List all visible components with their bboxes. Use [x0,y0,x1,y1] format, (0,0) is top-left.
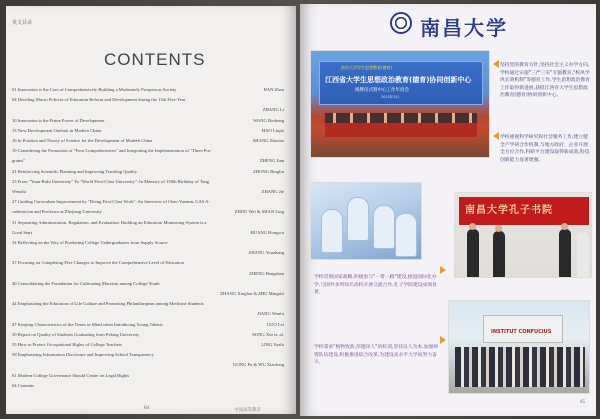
person [559,229,571,277]
toc-entry [12,86,290,93]
toc-entry-title: 47 Keeping Characteristics of the Times in Mind when Introducing Young Talents [12,321,163,327]
photo-lab-workers [310,182,422,260]
toc-entry-author: SONG Xin et. al. [252,331,284,337]
toc-entry [12,188,290,195]
toc-entry-title: cademician and Professor at Zhejiang University [12,209,102,215]
toc-entry-title: 19 Considering the Promotion of "Four Comprehensives" and Integrating the Implementation of "Three Pro- [12,148,212,154]
banner-date: 2015年3月 [381,95,400,99]
toc-entry-title: 37 Focusing on Completing Five Changes to Improve the Comprehensive Level of Education [12,260,184,266]
text-block-1: 坚持党的教育方针,坚持社会主义办学方向,学校通过实施"三严三实"专题教育,"校风学风长效机制"等德育工作,学生思想政治教育工作取得新进展,获批江西省大学生思想政治教育(德育)协同创新中心。 [500,63,591,98]
toc-entry [12,249,290,256]
toc-entry-author: ZHONG Binglin [252,168,284,174]
text-block-3: 学校贯彻国家战略,积极参与"一带一路"建设,推进国际化办学,与国外多所知名高校开展交流合作,孔子学院建设成效显著。 [314,275,437,295]
toc-entry-title: 44 Emphasizing the Education of Life Culture and Promoting Philanthropism among Medicine Students [12,301,204,307]
toc-entry-author: ZHANG Jie [261,189,284,194]
text-block-2: 学校重视科学研究和社会服务工作,建立健全产学研合作机制,与地方政府、企业开展全方位合作,科研平台建设取得新成效,科技创新能力显著增强。 [500,135,590,163]
toc-entry-title: 40 Consolidating the Foundation for Cultivating Marxism among College Youth [12,280,160,286]
toc-entry [12,341,290,348]
toc-entry [12,198,290,205]
toc-entry [12,259,290,266]
red-banner-text: 南昌大学孔子书院 [465,205,553,216]
person [577,233,589,278]
university-name: 南昌大学 [420,16,508,40]
toc-entry [12,157,290,164]
toc-entry-author: HAN Zhen [263,87,284,92]
toc-entry-author: WANG Bosheng [252,117,284,123]
arrow-marker-icon [493,132,499,140]
toc-entry [12,229,290,236]
photo-confucius-academy [454,192,592,278]
toc-entry-title: Good Start [12,229,33,235]
lab-worker [373,205,395,249]
toc-entry-title: 10 Innovation is the Prime Power of Development [12,117,105,123]
page-number-left: 64 [144,406,149,411]
toc-entry-title: 50 Report on Quality of Students Graduating from Peking University [12,331,140,337]
arrow-marker-icon [440,336,446,344]
toc-entry [12,361,290,368]
toc-entry [12,351,290,358]
toc-entry [12,106,290,113]
lab-worker [395,213,417,257]
toc-entry-author: LING Yuzhi [261,342,284,347]
toc-entry [12,382,290,389]
photo-confucius-institute [448,300,590,394]
toc-entry-author: ZHENG Jian [259,158,284,164]
toc-entry-title: 61 Modern College Governance Should Center on Legal Rights [12,372,130,378]
footer-left: 中国高等教育 [234,408,261,413]
toc-entry-title: 13 New Development Outlook in Modern China [12,127,102,133]
person [467,229,479,277]
toc-entry-title: 34 Reflecting on the Way of Producing College Undergraduates from Supply Source [12,240,168,245]
toc-entry-title: grams" [12,158,26,164]
conference-table [325,123,477,137]
toc-entry-author: ZHANG Xinghai & ZHU Mingshi [220,291,284,296]
toc-entry [12,137,290,144]
toc-entry [12,310,290,317]
contents-title: CONTENTS [104,50,206,69]
toc-entry-title: 58 Emphasizing Information Disclosure and Improving School Transparency [12,352,154,358]
toc-entry [12,331,290,338]
toc-entry-author: JIANG Wenfu [257,311,284,317]
toc-entry-title: 01 Innovation is the Core of Comprehensively Building a Moderately Prosperous Society [12,87,177,92]
group-of-people [455,347,585,387]
toc-entry [12,321,290,328]
toc-entry [12,117,290,124]
left-page [6,6,296,414]
page-number-right: 65 [580,400,585,405]
arrow-marker-icon [440,266,446,274]
arrow-marker-icon [493,60,499,68]
toc-entry [12,147,290,154]
toc-entry [12,96,290,103]
person-head [561,223,568,230]
toc-entry [12,127,290,134]
toc-entry-author: ZHOU Wei & SHAN Ling [234,209,284,215]
toc-entry-author: GONG Fu & WU Xiaolong [233,362,284,368]
person [493,231,505,278]
banner-small-caption: 南昌大学学生思想教育(德育) [341,65,393,70]
toc-entry-author: ZHANG Youzhang [248,250,284,256]
toc-entry-author: ZHENG Bangshan [249,270,284,276]
right-page [300,4,596,416]
toc-entry-title: 27 Guiding Curriculum Improvement by "Doing First-Class Work": An Interview of Chen Yuemin, CAS A- [12,199,210,205]
toc-entry-author: SHANG Zhixiao [252,138,284,143]
toc-entry [12,270,290,277]
lab-worker [347,197,369,241]
toc-entry [12,290,290,297]
toc-entry-title: 31 Separating Administration, Regulation, and Evaluation: Building an Education Monitoring System is a [12,219,207,225]
toc-entry [12,280,290,287]
toc-entry-title: 64 Contents [12,382,35,388]
toc-entry [12,372,290,379]
person-head [495,225,502,232]
photo-ceremony [310,50,490,158]
toc-entry [12,239,290,246]
lab-worker [321,209,343,253]
toc-entry-title: 04 Deciding Macro Policies of Education Reform and Development during the 13th Five-Year [12,97,186,103]
toc-entry-title: 21 Reinforcing Scientific Planning and Improving Teaching Quality [12,168,138,174]
toc-entry [12,208,290,215]
toc-entry [12,219,290,226]
toc-entry-author: GUO Lei [266,321,284,327]
toc-entry [12,168,290,175]
toc-entry-title: 16 In Position and Theory of Science for the Development of Modern China [12,138,153,143]
toc-entry-author: HUANG Hongwu [250,229,284,235]
section-tag: 英文目录 [12,20,33,26]
institute-sign-text: INSTITUT CONFUCIUS [491,329,552,335]
university-seal-icon [390,12,412,34]
person-head [469,223,476,230]
toc-entry [12,178,290,185]
text-block-4: 学校秉承"格物致新,厚德泽人"的校训,坚持以人为本,加强师资队伍建设,积极推进综合改革,为建设高水平大学而努力奋斗。 [314,345,439,365]
toc-entry-title: 55 How to Protect Occupational Rights of College Teachers [12,342,123,347]
toc-entry-title: Wenzhi [12,189,26,194]
toc-entry-author: HAO Linjie [261,127,284,133]
toc-entry [12,300,290,307]
toc-entry-author: ZHANG Li [262,107,284,113]
banner-subtitle: 揭牌仪式暨中心工作年度会 [355,88,409,93]
toc-entry-title: 23 From "Yuan-Rulu University" To "World First-Class University": In Memory of 150th Birthday of Tang [12,178,209,184]
banner-title: 江西省大学生思想政治教育(德育)协同创新中心 [325,76,472,84]
